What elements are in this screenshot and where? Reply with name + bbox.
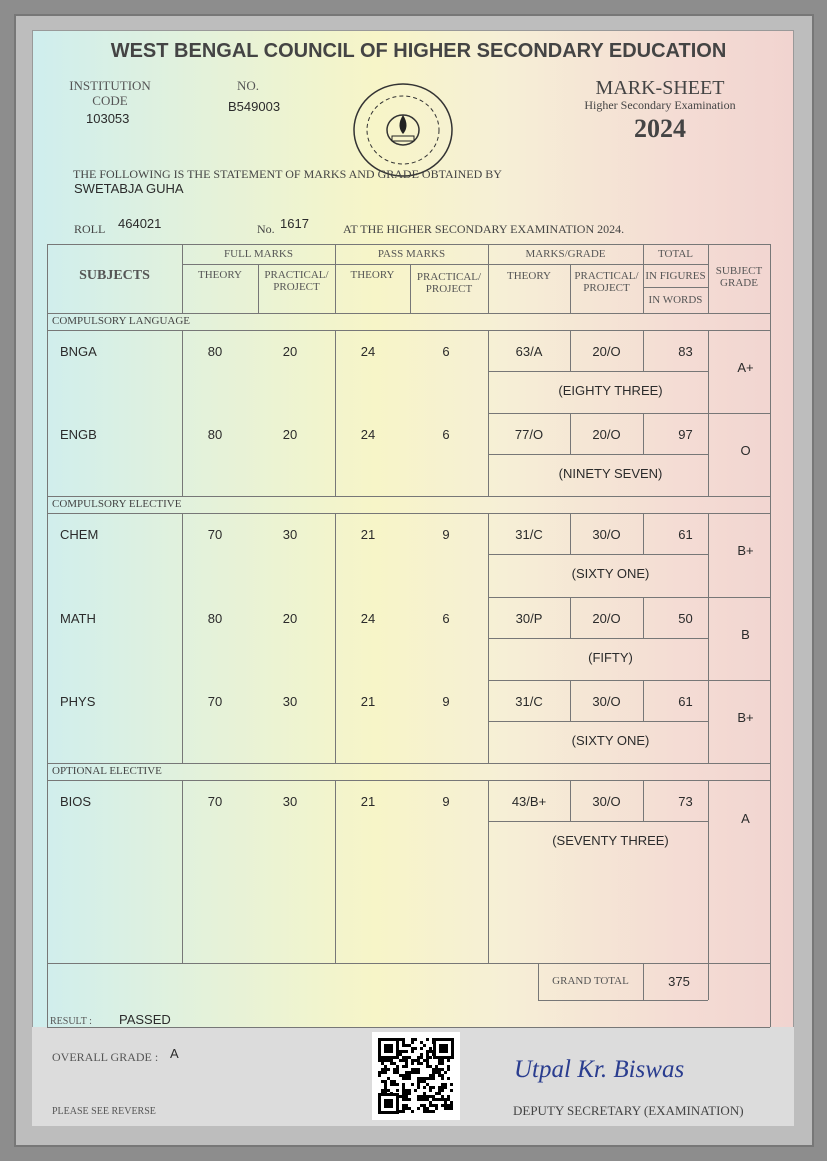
- no-label: NO.: [237, 78, 260, 93]
- subject-grade: O: [740, 442, 751, 458]
- header-subjects: SUBJECTS: [79, 268, 150, 283]
- marks-theory: 77/O: [514, 427, 544, 442]
- subject-grade: A+: [737, 359, 754, 375]
- subject-grade: B: [741, 626, 750, 642]
- divider: [182, 780, 183, 963]
- roll-no-label: No.: [257, 222, 275, 236]
- marks-theory: 31/C: [515, 694, 543, 709]
- header-in-words: IN WORDS: [648, 294, 703, 306]
- total-in-figures: 73: [678, 794, 693, 809]
- document-title: MARK-SHEET: [595, 77, 725, 99]
- overall-grade-value: A: [170, 1046, 179, 1061]
- pass-marks-theory: 24: [360, 344, 376, 359]
- pass-marks-practical: 9: [442, 527, 450, 542]
- result-value: PASSED: [119, 1012, 171, 1027]
- result-label: RESULT :: [50, 1016, 92, 1027]
- total-in-words: (SIXTY ONE): [571, 566, 650, 581]
- reverse-note: PLEASE SEE REVERSE: [52, 1106, 156, 1117]
- divider: [182, 513, 183, 763]
- marks-theory: 30/P: [515, 611, 543, 626]
- header-pass-practical: PRACTICAL/ PROJECT: [416, 271, 482, 295]
- pass-marks-practical: 6: [442, 344, 450, 359]
- subject-code: BNGA: [60, 344, 97, 359]
- divider: [643, 597, 644, 638]
- divider: [47, 763, 770, 764]
- council-seal-logo: [352, 82, 454, 178]
- divider: [335, 780, 336, 963]
- exam-year: 2024: [634, 114, 686, 143]
- header-total: TOTAL: [658, 248, 693, 260]
- total-in-figures: 50: [678, 611, 693, 626]
- full-marks-theory: 80: [207, 611, 223, 626]
- certificate-no: B549003: [228, 99, 281, 114]
- divider: [643, 330, 644, 371]
- divider: [488, 413, 770, 414]
- divider: [643, 780, 644, 821]
- roll-label: ROLL: [74, 222, 106, 236]
- divider: [643, 513, 644, 554]
- pass-marks-theory: 21: [360, 794, 376, 809]
- header-pass-theory: THEORY: [350, 269, 395, 281]
- full-marks-practical: 20: [282, 427, 298, 442]
- subject-grade: B+: [737, 543, 754, 558]
- header-marks-grade: MARKS/GRADE: [525, 248, 606, 260]
- header-marks-theory: THEORY: [507, 270, 551, 282]
- pass-marks-theory: 24: [360, 611, 376, 626]
- pass-marks-practical: 9: [442, 694, 450, 709]
- divider: [488, 513, 489, 763]
- divider: [47, 513, 770, 514]
- divider: [47, 330, 770, 331]
- pass-marks-theory: 21: [360, 694, 376, 709]
- divider: [488, 454, 708, 455]
- divider: [570, 780, 571, 821]
- marks-theory: 31/C: [515, 527, 543, 542]
- pass-marks-theory: 24: [360, 427, 376, 442]
- grand-total-label: GRAND TOTAL: [552, 975, 629, 987]
- divider: [47, 496, 770, 497]
- signature: Utpal Kr. Biswas: [514, 1056, 685, 1083]
- subject-code: PHYS: [60, 694, 96, 709]
- marks-practical: 30/O: [592, 794, 621, 809]
- full-marks-theory: 70: [207, 794, 223, 809]
- marks-practical: 30/O: [592, 527, 621, 542]
- full-marks-theory: 70: [207, 694, 223, 709]
- total-in-figures: 61: [678, 694, 693, 709]
- divider: [570, 413, 571, 454]
- marks-practical: 20/O: [592, 344, 621, 359]
- divider: [643, 413, 644, 454]
- pass-marks-practical: 6: [442, 611, 450, 626]
- section-title: OPTIONAL ELECTIVE: [52, 765, 162, 777]
- divider: [488, 780, 489, 963]
- candidate-name: SWETABJA GUHA: [74, 181, 184, 196]
- divider: [488, 330, 489, 496]
- exam-name: Higher Secondary Examination: [584, 98, 736, 112]
- divider: [570, 330, 571, 371]
- divider: [488, 638, 708, 639]
- divider: [47, 780, 770, 781]
- signatory-title: DEPUTY SECRETARY (EXAMINATION): [513, 1103, 744, 1118]
- total-in-words: (SIXTY ONE): [571, 733, 650, 748]
- total-in-words: (FIFTY): [588, 650, 633, 665]
- pass-marks-theory: 21: [360, 527, 376, 542]
- divider: [335, 330, 336, 496]
- total-in-words: (SEVENTY THREE): [552, 833, 669, 848]
- full-marks-practical: 20: [282, 611, 298, 626]
- pass-marks-practical: 9: [442, 794, 450, 809]
- header-full-theory: THEORY: [198, 269, 242, 281]
- full-marks-practical: 30: [282, 694, 298, 709]
- subject-code: BIOS: [60, 794, 92, 809]
- marks-theory: 43/B+: [511, 794, 547, 809]
- qr-code: [372, 1032, 460, 1120]
- roll-value: 464021: [118, 216, 162, 231]
- divider: [570, 597, 571, 638]
- divider: [335, 513, 336, 763]
- total-in-figures: 83: [678, 344, 693, 359]
- divider: [708, 330, 709, 496]
- divider: [488, 371, 708, 372]
- divider: [182, 330, 183, 496]
- pass-marks-practical: 6: [442, 427, 450, 442]
- full-marks-practical: 30: [282, 527, 298, 542]
- subject-grade: A: [741, 810, 750, 826]
- divider: [488, 821, 708, 822]
- divider: [643, 680, 644, 721]
- divider: [708, 513, 709, 763]
- divider: [488, 721, 708, 722]
- statement-intro: THE FOLLOWING IS THE STATEMENT OF MARKS AND GRADE OBTAINED BY: [73, 167, 502, 181]
- subject-code: CHEM: [60, 527, 99, 542]
- section-title: COMPULSORY ELECTIVE: [52, 498, 182, 510]
- header-in-figures: IN FIGURES: [645, 270, 706, 282]
- subject-code: MATH: [60, 611, 96, 626]
- council-title: WEST BENGAL COUNCIL OF HIGHER SECONDARY EDUCATION: [110, 40, 727, 62]
- divider: [708, 780, 709, 963]
- grand-total-value: 375: [668, 974, 690, 989]
- full-marks-practical: 30: [282, 794, 298, 809]
- marks-practical: 20/O: [592, 427, 621, 442]
- institution-label-code: CODE: [92, 93, 128, 108]
- divider: [570, 513, 571, 554]
- divider: [488, 680, 770, 681]
- marks-practical: 30/O: [592, 694, 621, 709]
- marks-practical: 20/O: [592, 611, 621, 626]
- subject-grade: B+: [737, 709, 754, 725]
- total-in-words: (NINETY SEVEN): [558, 466, 663, 481]
- header-full-marks: FULL MARKS: [224, 248, 293, 260]
- total-in-figures: 97: [678, 427, 693, 442]
- header-pass-marks: PASS MARKS: [377, 248, 446, 260]
- full-marks-practical: 20: [282, 344, 298, 359]
- total-in-words: (EIGHTY THREE): [558, 383, 663, 398]
- header-full-practical: PRACTICAL/ PROJECT: [264, 269, 329, 293]
- marks-theory: 63/A: [515, 344, 543, 359]
- divider: [488, 554, 708, 555]
- section-title: COMPULSORY LANGUAGE: [52, 315, 191, 327]
- divider: [488, 597, 770, 598]
- institution-label: INSTITUTION: [69, 78, 151, 93]
- full-marks-theory: 80: [207, 427, 223, 442]
- header-subject-grade: SUBJECT GRADE: [715, 265, 763, 289]
- divider: [570, 680, 571, 721]
- roll-no-value: 1617: [280, 216, 309, 231]
- institution-code: 103053: [86, 111, 130, 126]
- full-marks-theory: 80: [207, 344, 223, 359]
- total-in-figures: 61: [678, 527, 693, 542]
- full-marks-theory: 70: [207, 527, 223, 542]
- exam-text: AT THE HIGHER SECONDARY EXAMINATION 2024.: [343, 222, 625, 236]
- overall-grade-label: OVERALL GRADE :: [52, 1050, 159, 1064]
- subject-code: ENGB: [60, 427, 97, 442]
- header-marks-practical: PRACTICAL/ PROJECT: [574, 270, 639, 294]
